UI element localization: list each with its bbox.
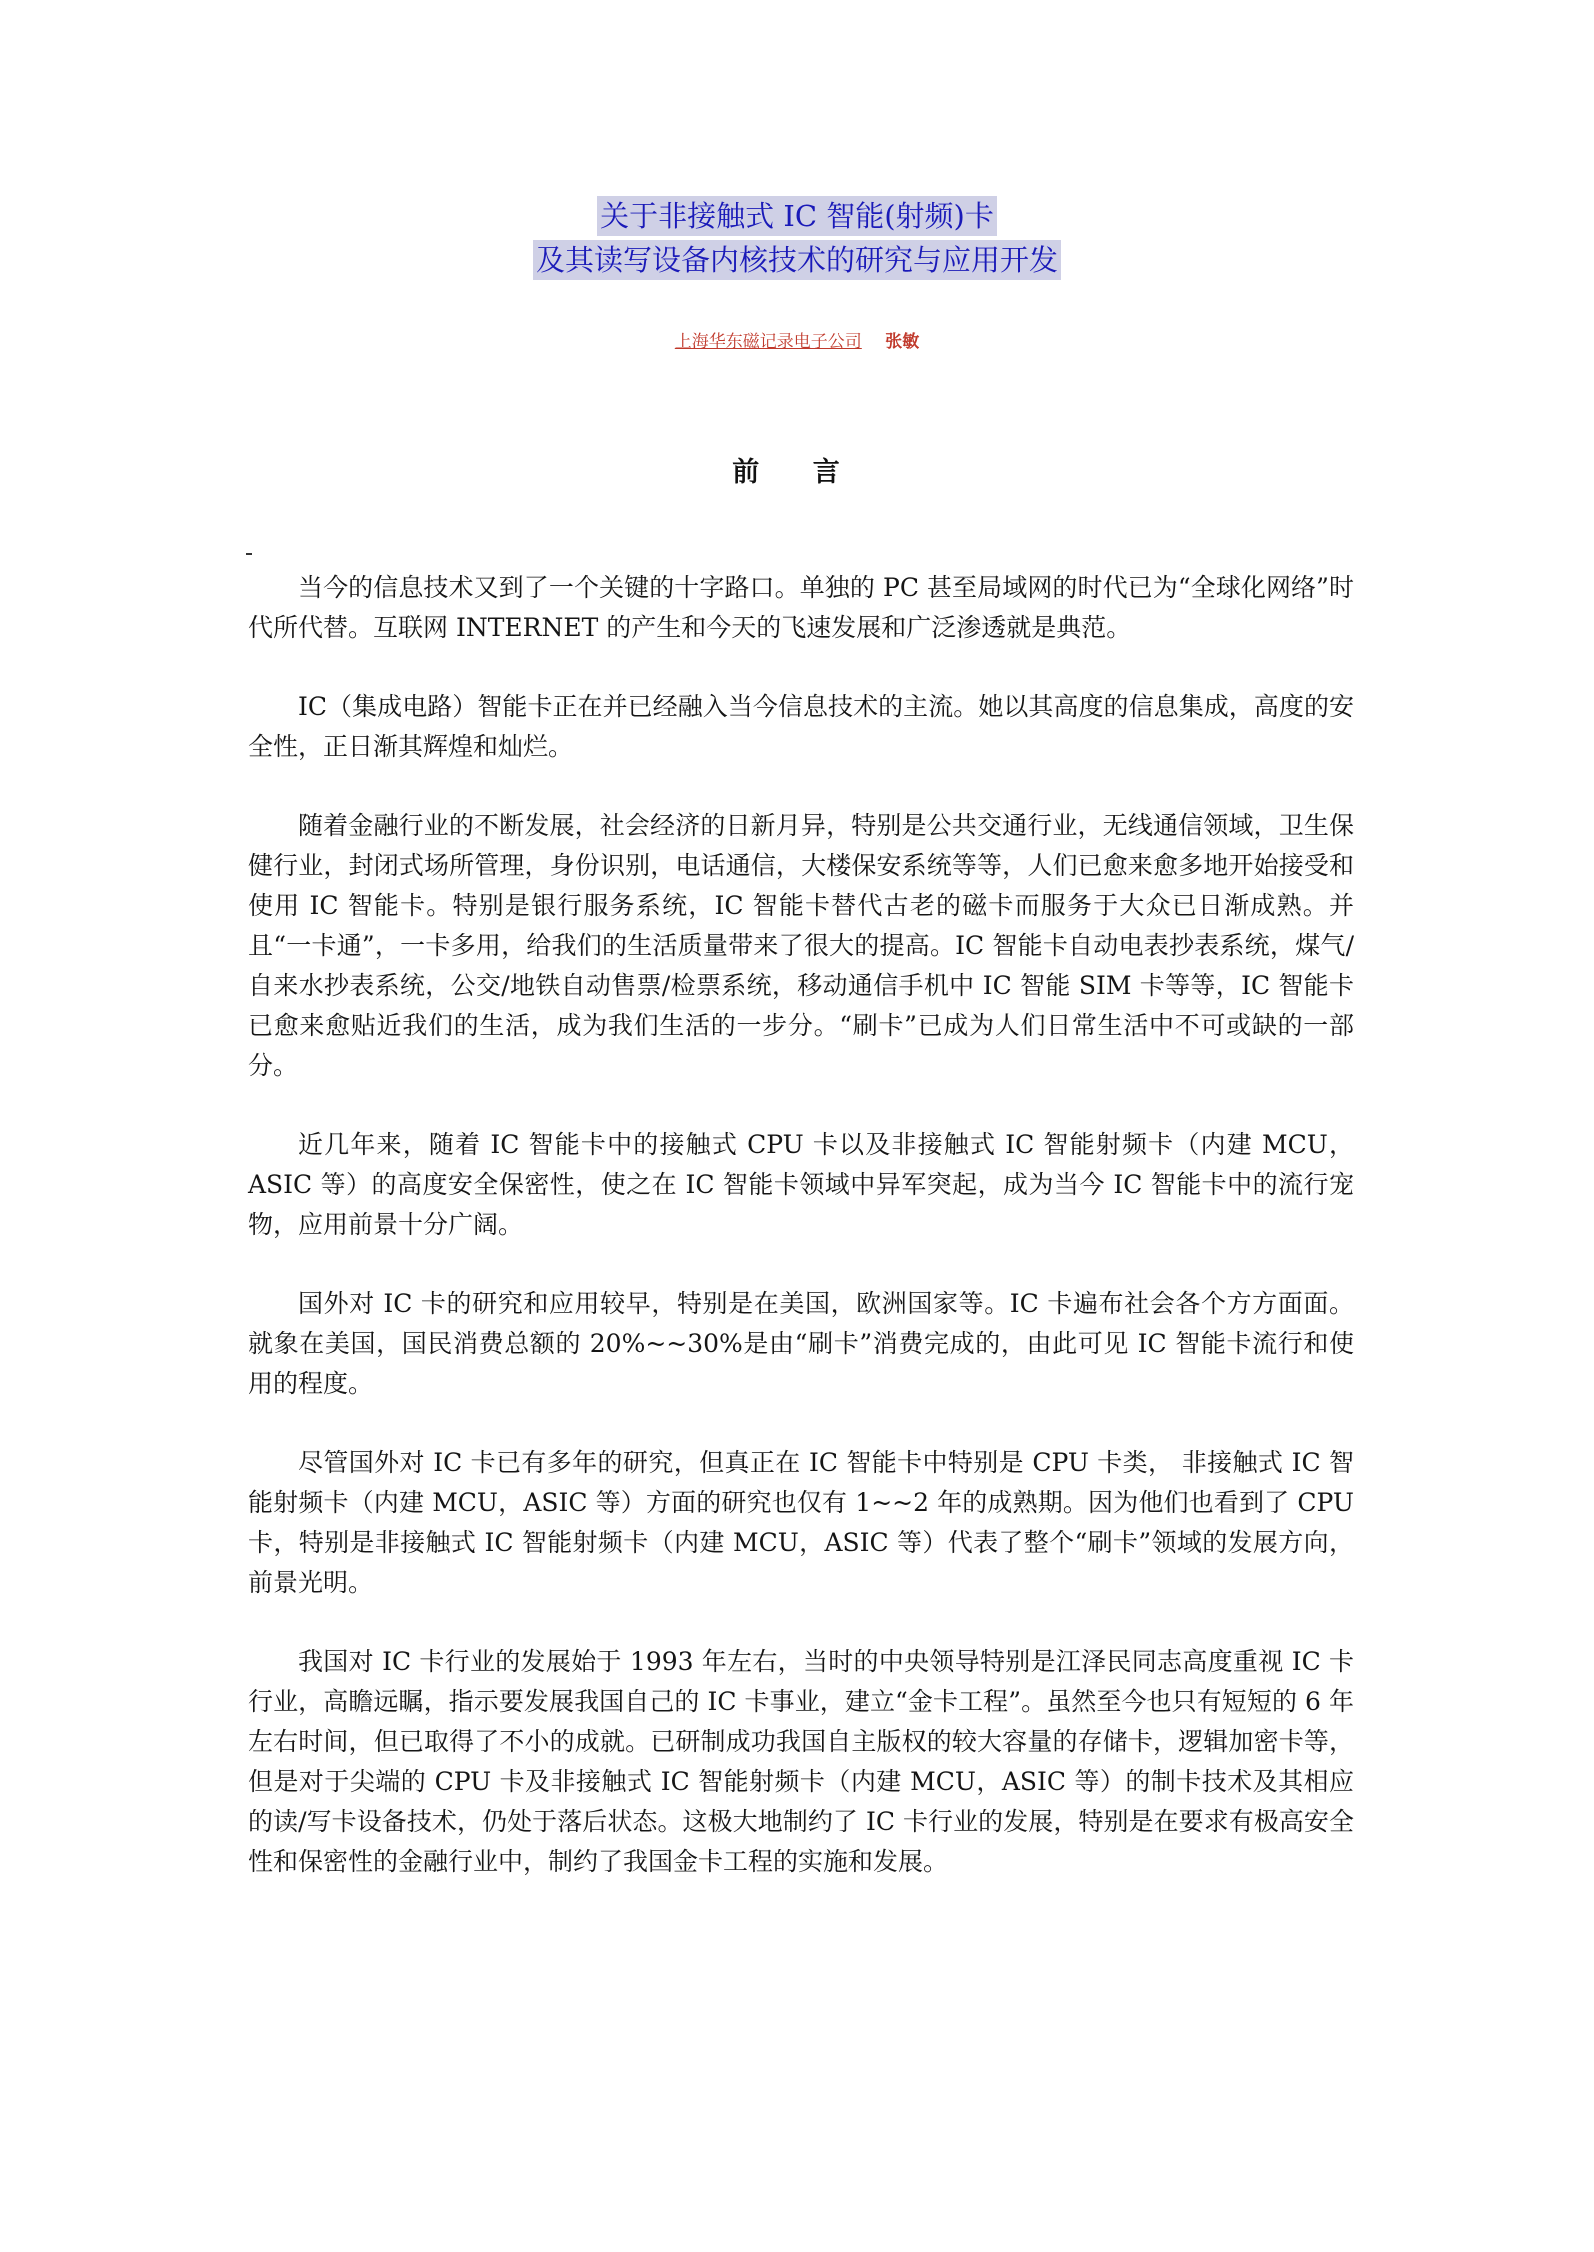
byline <box>0 330 1594 354</box>
title-line-2: 及其读写设备内核技术的研究与应用开发 <box>533 240 1061 280</box>
paragraph: 国外对 IC 卡的研究和应用较早，特别是在美国，欧洲国家等。IC 卡遍布社会各个方方面面。就象在美国，国民消费总额的 20%~~30%是由“刷卡”消费完成的，由此可见 IC 智能卡流行和使用的程度。 <box>248 1289 1354 1398</box>
section-heading: 前 言 <box>732 457 862 488</box>
paragraph: IC（集成电路）智能卡正在并已经融入当今信息技术的主流。她以其高度的信息集成，高度的安全性，正日渐其辉煌和灿烂。 <box>248 692 1354 761</box>
paragraph: 尽管国外对 IC 卡已有多年的研究，但真正在 IC 智能卡中特别是 CPU 卡类， 非接触式 IC 智能射频卡（内建 MCU，ASIC 等）方面的研究也仅有 1~~2 年的成熟期。因为他们也看到了 CPU 卡，特别是非接触式 IC 智能射频卡（内建 MCU，ASIC 等）代表了整个“刷卡”领域的发展方向，前景光明。 <box>248 1448 1354 1597</box>
dash-mark <box>246 553 252 555</box>
body-text <box>248 568 1354 1921</box>
paragraph: 当今的信息技术又到了一个关键的十字路口。单独的 PC 甚至局域网的时代已为“全球化网络”时代所代替。互联网 INTERNET 的产生和今天的飞速发展和广泛渗透就是典范。 <box>248 573 1354 642</box>
author-name: 张敏 <box>885 332 920 352</box>
paragraph: 我国对 IC 卡行业的发展始于 1993 年左右，当时的中央领导特别是江泽民同志高度重视 IC 卡行业，高瞻远瞩，指示要发展我国自己的 IC 卡事业，建立“金卡工程”。虽然至今也只有短短的 6 年左右时间，但已取得了不小的成就。已研制成功我国自主版权的较大容量的存储卡，逻辑加密卡等，但是对于尖端的 CPU 卡及非接触式 IC 智能射频卡（内建 MCU，ASIC 等）的制卡技术及其相应的读/写卡设备技术，仍处于落后状态。这极大地制约了 IC 卡行业的发展，特别是在要求有极高安全性和保密性的金融行业中，制约了我国金卡工程的实施和发展。 <box>248 1647 1354 1876</box>
company-link[interactable]: 上海华东磁记录电子公司 <box>674 332 862 352</box>
document-title <box>0 196 1594 284</box>
paragraph: 随着金融行业的不断发展，社会经济的日新月异，特别是公共交通行业，无线通信领域，卫生保健行业，封闭式场所管理，身份识别，电话通信，大楼保安系统等等，人们已愈来愈多地开始接受和使用 IC 智能卡。特别是银行服务系统，IC 智能卡替代古老的磁卡而服务于大众已日渐成熟。并且“一卡通”，一卡多用，给我们的生活质量带来了很大的提高。IC 智能卡自动电表抄表系统，煤气/自来水抄表系统，公交/地铁自动售票/检票系统，移动通信手机中 IC 智能 SIM 卡等等，IC 智能卡已愈来愈贴近我们的生活，成为我们生活的一步分。“刷卡”已成为人们日常生活中不可或缺的一部分。 <box>248 811 1354 1080</box>
title-line-1: 关于非接触式 IC 智能(射频)卡 <box>597 196 997 236</box>
paragraph: 近几年来，随着 IC 智能卡中的接触式 CPU 卡以及非接触式 IC 智能射频卡（内建 MCU，ASIC 等）的高度安全保密性，使之在 IC 智能卡领域中异军突起，成为当今 IC 智能卡中的流行宠物，应用前景十分广阔。 <box>248 1130 1354 1239</box>
